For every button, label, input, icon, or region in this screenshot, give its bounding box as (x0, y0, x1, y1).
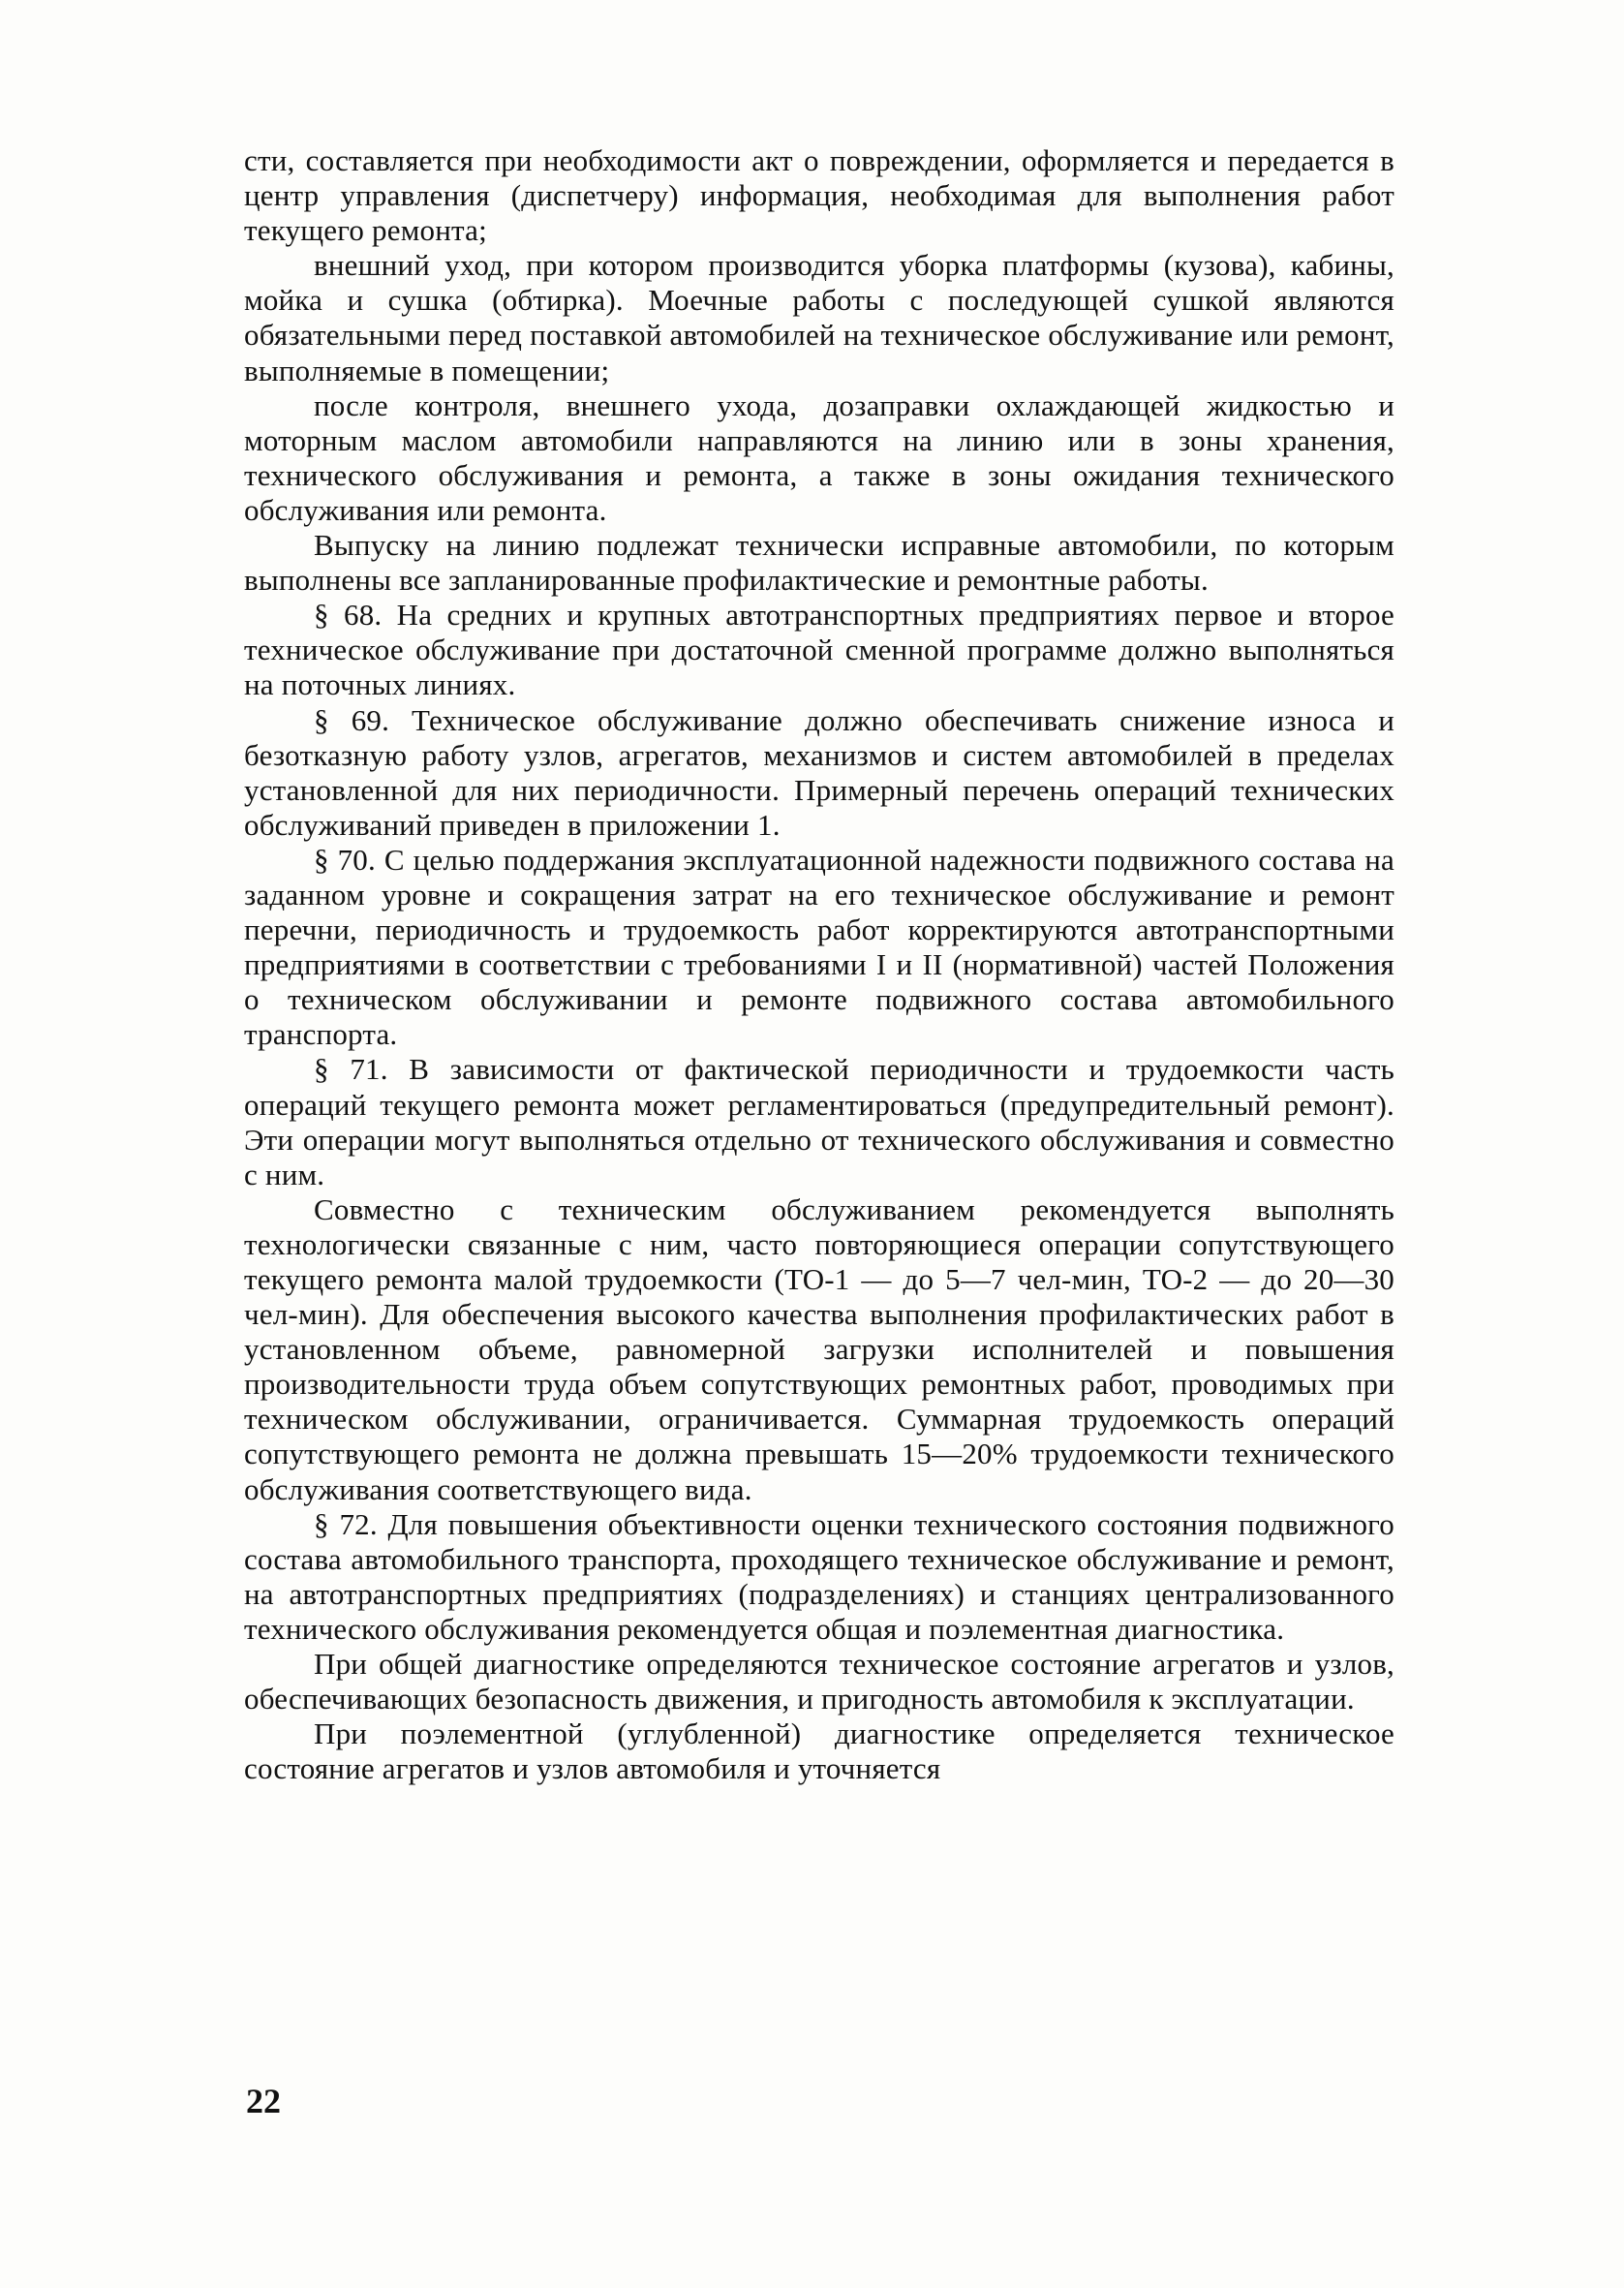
paragraph-section-72: § 72. Для повышения объективности оценки технического состояния подвижного состава автомобильного транспорта, проходящего техническое обслуживание и ремонт, на автотранспортных предприятиях (подразделениях) и станциях централизованного технического обслуживания рекомендуется общая и поэлементная диагностика. (244, 1506, 1394, 1646)
paragraph-continuation: сти, составляется при необходимости акт о повреждении, оформляется и передается в центр управления (диспетчеру) информация, необходимая для выполнения работ текущего ремонта; (244, 143, 1394, 248)
body-text (244, 143, 1394, 1786)
paragraph-section-70: § 70. С целью поддержания эксплуатационной надежности подвижного состава на заданном уровне и сокращения затрат на его техническое обслуживание и ремонт перечни, периодичность и трудоемкость работ корректируются автотранспортными предприятиями в соответствии с требованиями I и II (нормативной) частей Положения о техническом обслуживании и ремонте подвижного состава автомобильного транспорта. (244, 842, 1394, 1052)
paragraph-section-71: § 71. В зависимости от фактической периодичности и трудоемкости часть операций текущего ремонта может регламентироваться (предупредительный ремонт). Эти операции могут выполняться отдельно от технического обслуживания и совместно с ним. (244, 1052, 1394, 1191)
paragraph-external-care: внешний уход, при котором производится уборка платформы (кузова), кабины, мойка и сушка (обтирка). Моечные работы с последующей сушкой являются обязательными перед поставкой автомобилей на техническое обслуживание или ремонт, выполняемые в помещении; (244, 248, 1394, 387)
paragraph-general-diagnostics: При общей диагностике определяются техническое состояние агрегатов и узлов, обеспечивающих безопасность движения, и пригодность автомобиля к эксплуатации. (244, 1647, 1394, 1716)
paragraph-after-control: после контроля, внешнего ухода, дозаправки охлаждающей жидкостью и моторным маслом автомобили направляются на линию или в зоны хранения, технического обслуживания и ремонта, а также в зоны ожидания технического обслуживания или ремонта. (244, 387, 1394, 527)
paragraph-release-to-line: Выпуску на линию подлежат технически исправные автомобили, по которым выполнены все запланированные профилактические и ремонтные работы. (244, 528, 1394, 598)
paragraph-section-68: § 68. На средних и крупных автотранспортных предприятиях первое и второе техническое обслуживание при достаточной сменной программе должно выполняться на поточных линиях. (244, 598, 1394, 702)
paragraph-section-69: § 69. Техническое обслуживание должно обеспечивать снижение износа и безотказную работу узлов, агрегатов, механизмов и систем автомобилей в пределах установленной для них периодичности. Примерный перечень операций технических обслуживаний приведен в приложении 1. (244, 702, 1394, 842)
paragraph-concurrent-repair: Совместно с техническим обслуживанием рекомендуется выполнять технологически связанные с ним, часто повторяющиеся операции сопутствующего текущего ремонта малой трудоемкости (ТО-1 — до 5—7 чел-мин, ТО-2 — до 20—30 чел-мин). Для обеспечения высокого качества выполнения профилактических работ в установленном объеме, равномерной загрузки исполнителей и повышения производительности труда объем сопутствующих ремонтных работ, проводимых при техническом обслуживании, ограничивается. Суммарная трудоемкость операций сопутствующего ремонта не должна превышать 15—20% трудоемкости технического обслуживания соответствующего вида. (244, 1191, 1394, 1506)
paragraph-element-diagnostics: При поэлементной (углубленной) диагностике определяется техническое состояние агрегатов и узлов автомобиля и уточняется (244, 1716, 1394, 1786)
page-number: 22 (246, 2082, 281, 2120)
